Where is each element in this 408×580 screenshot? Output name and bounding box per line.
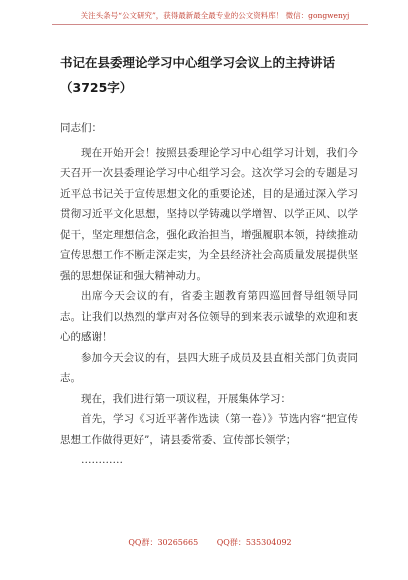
- header-promo-note: 关注头条号“公文研究”，获得最新最全最专业的公文资料库！ 微信：gongwenyj: [80, 11, 350, 20]
- paragraph-guests: 出席今天会议的有，省委主题教育第四巡回督导组领导同志。让我们以热烈的掌声对各位领导的到来表示诚挚的欢迎和衷心的感谢！: [60, 290, 358, 343]
- paragraph-agenda: 现在，我们进行第一项议程，开展集体学习：: [81, 392, 291, 405]
- document-body: [60, 118, 358, 471]
- footer-qq-group-1: QQ群：30265665: [128, 538, 199, 547]
- paragraph-opening: 现在开始开会！按照县委理论学习中心组学习计划，我们今天召开一次县委理论学习中心组学习会。这次学习会的专题是习近平总书记关于宣传思想文化的重要论述，目的是通过深入学习贯彻习近平文化思想，坚持以学铸魂以学增智、以学正风、以学促干，坚定理想信念，强化政治担当，增强履职本领，持续推动宣传思想工作不断走深走实，为全县经济社会高质量发展提供坚强的思想保证和强大精神动力。: [60, 146, 358, 282]
- footer-qq-group-2: QQ群：535304092: [216, 538, 292, 547]
- paragraph-study: 首先，学习《习近平著作选读（第一卷）》节选内容“把宣传思想工作做得更好”，请县委常委、宣传部长领学；: [60, 413, 358, 446]
- document-title: 书记在县委理论学习中心组学习会议上的主持讲话（3725字）: [60, 55, 336, 95]
- header-divider: [52, 24, 368, 25]
- paragraph-attendees: 参加今天会议的有，县四大班子成员及县直相关部门负责同志。: [60, 351, 358, 384]
- salutation: 同志们：: [60, 122, 102, 134]
- footer-contact: [60, 537, 360, 549]
- paragraph-ellipsis: …………: [81, 454, 123, 466]
